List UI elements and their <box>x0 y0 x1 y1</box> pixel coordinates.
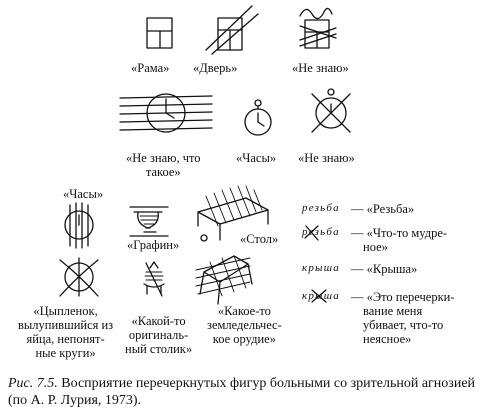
label-cyplenok-line1: «Цыпленок, <box>33 304 98 318</box>
small-table-drawing <box>144 262 164 296</box>
label-orudie-line1: «Какое-то <box>217 304 271 318</box>
vertical-lined-clock-drawing <box>65 203 93 248</box>
frame-drawing <box>147 18 172 48</box>
label-mudrenoe-line2: ное» <box>363 240 388 254</box>
label-ne-znayu-chto-line1: «Не знаю, что <box>126 151 201 165</box>
label-rama: «Рама» <box>131 61 170 75</box>
label-dver: «Дверь» <box>193 61 238 75</box>
label-perecherk-line4: неясное» <box>363 332 412 346</box>
label-chasy-1: «Часы» <box>236 151 277 165</box>
figure-number: Рис. 7.5. <box>8 376 58 391</box>
decanter-drawing <box>130 207 168 236</box>
label-orudie-line3: кое орудие» <box>212 332 276 346</box>
label-perecherk-line3: убивает, что-то <box>363 318 444 332</box>
label-grafin: «Графин» <box>127 238 180 252</box>
label-cyplenok <box>18 304 113 360</box>
label-chasy-2: «Часы» <box>63 187 104 201</box>
handwritten-word-2: резьба <box>302 226 340 238</box>
label-mudrenoe <box>351 226 447 254</box>
label-ne-znayu-1: «Не знаю» <box>292 61 349 75</box>
handwritten-word-4: крыша <box>302 290 340 302</box>
door-drawing <box>206 6 258 54</box>
label-cyplenok-line2: вылупившийся из <box>18 318 114 332</box>
label-perecherk-line1: — «Это перечерки- <box>351 290 455 304</box>
label-krysha: — «Крыша» <box>351 262 418 276</box>
caption-text: Восприятие перечеркнутых фигур больными со зрительной агнозией (по А. Р. Лурия, 1973). <box>8 376 476 408</box>
tool-drawing <box>196 256 252 304</box>
label-stolik-line3: ный столик» <box>125 342 193 356</box>
label-ne-znayu-chto-line2: такое» <box>145 165 181 179</box>
figure-caption <box>8 375 480 409</box>
lined-clock-drawing <box>120 94 212 132</box>
label-cyplenok-line4: ные круги» <box>35 346 96 360</box>
label-stolik-line2: оригиналь- <box>128 328 189 342</box>
handwritten-word-1: резьба <box>302 202 340 214</box>
label-rezba: — «Резьба» <box>351 202 415 216</box>
label-perecherk <box>351 290 455 346</box>
label-ne-znayu-chto <box>126 151 201 179</box>
label-orudie <box>207 304 282 346</box>
label-stol: «Стол» <box>240 232 279 246</box>
watch-drawing <box>245 100 271 135</box>
label-stolik-line1: «Какой-то <box>131 314 186 328</box>
scribbled-frame-drawing <box>300 8 336 48</box>
label-perecherk-line2: вание меня <box>363 304 423 318</box>
handwritten-word-3: крыша <box>302 262 340 274</box>
label-mudrenoe-line1: — «Что-то мудре- <box>351 226 448 240</box>
label-ne-znayu-2: «Не знаю» <box>298 151 355 165</box>
crossed-watch-drawing <box>312 89 350 132</box>
chick-drawing <box>60 258 98 296</box>
label-orudie-line2: земледельчес- <box>207 318 282 332</box>
label-cyplenok-line3: яйца, непонят- <box>26 332 105 346</box>
label-stolik <box>125 314 192 356</box>
